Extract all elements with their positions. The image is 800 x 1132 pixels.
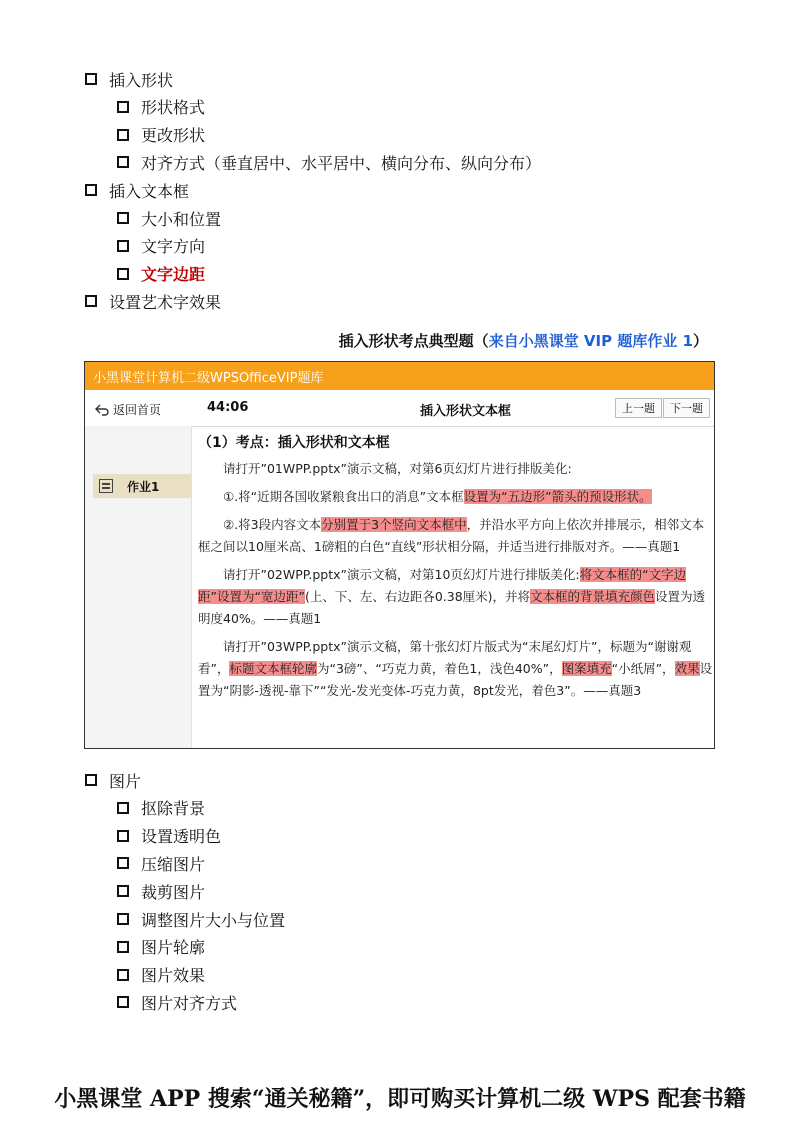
highlighted-text: 文本框的背景填充颜色 [530, 589, 656, 604]
highlighted-text: 分别置于3个竖向文本框中 [321, 517, 467, 532]
checklist-item [85, 179, 189, 201]
checklist-item [117, 263, 205, 285]
app-title-bar [85, 362, 714, 390]
highlighted-text: 设置为“五边形”箭头的预设形状。 [463, 489, 652, 504]
checklist-item [117, 797, 205, 819]
checklist-item-label: 大小和位置 [141, 209, 222, 229]
timer: 44:06 [207, 400, 249, 415]
checklist-item [117, 207, 221, 229]
checklist-item-label: 形状格式 [141, 98, 206, 118]
question-heading: （1）考点：插入形状和文本框 [198, 435, 390, 451]
section-title [339, 330, 708, 351]
paragraph-text: 请打开”03WPP.pptx”演示文稿，第十张幻灯片版式为“末尾幻灯片”，标题为“谢谢观看”， [198, 639, 692, 676]
checklist-item [85, 290, 221, 312]
checkbox-icon [117, 156, 129, 168]
sidebar-item-homework1[interactable] [93, 474, 191, 498]
checklist-item [117, 991, 237, 1013]
checklist-item-label: 图片 [109, 771, 142, 791]
checklist-item-label: 更改形状 [141, 126, 206, 146]
paragraph-text: ②.将3段内容文本 [223, 517, 322, 532]
question-paragraph [198, 564, 714, 630]
checklist-item [117, 908, 285, 930]
checklist-item [117, 151, 541, 173]
checkbox-icon [85, 184, 97, 196]
highlighted-text: 标题文本框轮廓 [229, 661, 317, 676]
checkbox-icon [117, 885, 129, 897]
question-paragraph [198, 514, 714, 558]
back-home-button[interactable] [95, 401, 161, 418]
question-panel [84, 361, 715, 749]
checklist-item-label: 图片轮廓 [141, 938, 206, 958]
checkbox-icon [117, 212, 129, 224]
checklist-item [117, 880, 205, 902]
section-title-source: 来自小黑课堂 VIP 题库作业 1 [488, 332, 693, 350]
question-paragraphs [198, 458, 714, 702]
section-title-prefix: 插入形状考点典型题（ [338, 332, 489, 350]
back-home-label: 返回首页 [113, 403, 162, 417]
checklist-item-label: 图片效果 [141, 966, 206, 986]
checklist-item-label: 插入文本框 [109, 181, 190, 201]
checklist-item-label: 对齐方式（垂直居中、水平居中、横向分布、纵向分布） [141, 153, 542, 173]
highlighted-text: 效果 [674, 661, 700, 676]
highlighted-text: 将文本框的“文字边距”设置为“宽边距” [198, 567, 687, 604]
toolbar [85, 390, 714, 427]
checkbox-icon [117, 969, 129, 981]
checklist-item-label: 设置艺术字效果 [109, 292, 222, 312]
sidebar-item-label: 作业1 [127, 479, 160, 494]
checklist-item [85, 769, 141, 791]
question-paragraph [198, 486, 714, 508]
footer-banner: 小黑课堂 APP 搜索“通关秘籍”，即可购买计算机二级 WPS 配套书籍 [54, 1086, 746, 1112]
checklist-item-label: 图片对齐方式 [141, 993, 238, 1013]
checkbox-icon [85, 73, 97, 85]
checklist-item-label: 文字边距 [141, 265, 206, 285]
question-paragraph [198, 458, 714, 480]
panel-sidebar [85, 426, 192, 748]
checkbox-icon [117, 857, 129, 869]
checklist-item [117, 852, 205, 874]
checkbox-icon [117, 996, 129, 1008]
question-content [198, 432, 714, 708]
paragraph-text: 设置为透明度40%。——真题1 [198, 589, 706, 626]
checklist-item-label: 压缩图片 [141, 854, 206, 874]
document-icon [99, 479, 113, 493]
paragraph-text: 请打开”01WPP.pptx”演示文稿，对第6页幻灯片进行排版美化: [223, 461, 572, 476]
paragraph-text: 请打开”02WPP.pptx”演示文稿，对第10页幻灯片进行排版美化: [223, 567, 580, 582]
checklist-item [117, 96, 205, 118]
checklist-item [117, 964, 205, 986]
checkbox-icon [85, 774, 97, 786]
paragraph-text: (上、下、左、右边距各0.38厘米)，并将 [304, 589, 531, 604]
checklist-item-label: 裁剪图片 [141, 882, 206, 902]
paragraph-text: ①.将“近期各国收紧粮食出口的消息”文本框 [223, 489, 464, 504]
next-question-button[interactable]: 下一题 [663, 398, 710, 418]
panel-page-title: 插入形状文本框 [420, 404, 512, 419]
checkbox-icon [117, 101, 129, 113]
paragraph-text: “小纸屑”， [611, 661, 675, 676]
back-arrow-icon [95, 404, 109, 416]
checklist-item [117, 825, 221, 847]
checkbox-icon [85, 295, 97, 307]
paragraph-text: 设置为“阴影-透视-靠下”“发光-发光变体-巧克力黄，8pt发光，着色3”。——真题3 [198, 661, 713, 698]
checklist-item-label: 插入形状 [109, 70, 174, 90]
section-title-suffix: ） [692, 332, 708, 350]
question-paragraph [198, 636, 714, 702]
paragraph-text: 为“3磅”、“巧克力黄，着色1，浅色40%”， [317, 661, 562, 676]
checklist-item [117, 235, 205, 257]
checklist-item-label: 抠除背景 [141, 799, 206, 819]
checkbox-icon [117, 129, 129, 141]
prev-question-button[interactable]: 上一题 [615, 398, 662, 418]
checklist-item-label: 调整图片大小与位置 [141, 910, 286, 930]
checklist-item [117, 936, 205, 958]
app-title: 小黑课堂计算机二级WPSOfficeVIP题库 [93, 370, 324, 386]
checkbox-icon [117, 268, 129, 280]
checkbox-icon [117, 830, 129, 842]
checklist-item [117, 124, 205, 146]
paragraph-text: ，并沿水平方向上依次并排展示，相邻文本框之间以10厘米高、1磅粗的白色“直线”形状相分隔，并适当进行排版对齐。——真题1 [198, 517, 705, 554]
checklist-item-label: 设置透明色 [141, 827, 222, 847]
highlighted-text: 图案填充 [561, 661, 612, 676]
checkbox-icon [117, 240, 129, 252]
checkbox-icon [117, 913, 129, 925]
checklist-item-label: 文字方向 [141, 237, 206, 257]
checklist-item [85, 68, 173, 90]
checkbox-icon [117, 802, 129, 814]
checkbox-icon [117, 941, 129, 953]
